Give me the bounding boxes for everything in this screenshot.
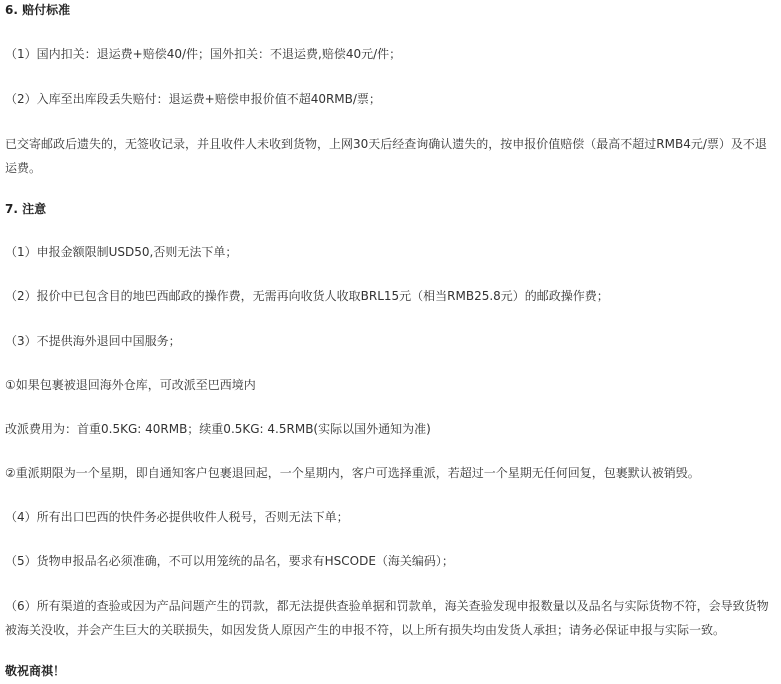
section-6-item-2: （2）入库至出库段丢失赔付：退运费+赔偿申报价值不超40RMB/票； bbox=[5, 92, 381, 106]
section-7-subitem-2: ②重派期限为一个星期，即自通知客户包裹退回起，一个星期内，客户可选择重派，若超过一个星期无任何回复，包裹默认被销毁。 bbox=[5, 466, 700, 480]
section-6-item-1: （1）国内扣关：退运费+赔偿40/件；国外扣关：不退运费,赔偿40元/件； bbox=[5, 47, 402, 61]
section-6-paragraph: 已交寄邮政后遗失的，无签收记录，并且收件人未收到货物，上网30天后经查询确认遗失的，按申报价值赔偿（最高不超过RMB4元/票）及不退运费。 bbox=[5, 137, 767, 175]
section-7-fee-line: 改派费用为：首重0.5KG: 40RMB；续重0.5KG: 4.5RMB(实际以国外通知为准) bbox=[5, 422, 431, 436]
section-6-heading: 6. 赔付标准 bbox=[5, 3, 71, 17]
closing-text: 敬祝商祺！ bbox=[5, 664, 66, 678]
section-7-item-6: （6）所有渠道的查验或因为产品问题产生的罚款，都无法提供查验单据和罚款单，海关查验发现申报数量以及品名与实际货物不符，会导致货物被海关没收，并会产生巨大的关联损失，如因发货人原因产生的申报不符，以上所有损失均由发货人承担；请务必保证申报与实际一致。 bbox=[5, 599, 769, 637]
section-7-item-2: （2）报价中已包含目的地巴西邮政的操作费，无需再向收货人收取BRL15元（相当RMB25.8元）的邮政操作费； bbox=[5, 289, 609, 303]
section-7-item-1: （1）申报金额限制USD50,否则无法下单； bbox=[5, 245, 238, 259]
section-7-heading: 7. 注意 bbox=[5, 202, 47, 216]
section-7-item-3: （3）不提供海外退回中国服务； bbox=[5, 334, 181, 348]
section-7-item-5: （5）货物申报品名必须准确，不可以用笼统的品名，要求有HSCODE（海关编码）； bbox=[5, 554, 454, 568]
section-7-item-4: （4）所有出口巴西的快件务必提供收件人税号，否则无法下单； bbox=[5, 510, 349, 524]
section-7-subitem-1: ①如果包裹被退回海外仓库，可改派至巴西境内 bbox=[5, 378, 256, 392]
